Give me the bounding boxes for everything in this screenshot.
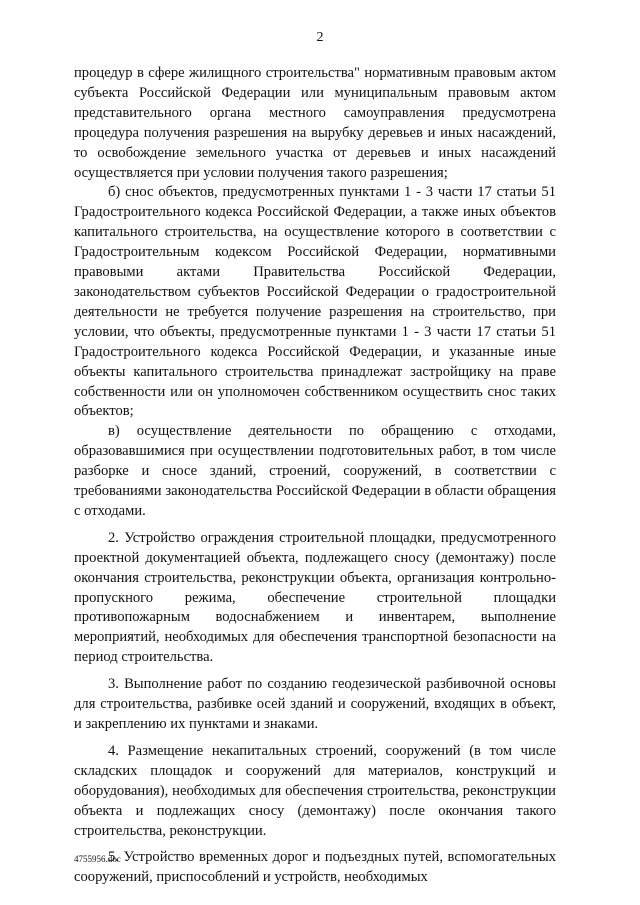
paragraph-2: 2. Устройство ограждения строительной площадки, предусмотренного проектной документацией объекта, подлежащего сносу (демонтажу) после окончания строительства, реконструкции объекта, организация контрольно-пропускного режима, обеспечение строительной площадки противопожарным водоснабжением и инвентарем, выполнение мероприятий, необходимых для обеспечения транспортной безопасности на период строительства. <box>74 529 556 666</box>
paragraph-3: 3. Выполнение работ по созданию геодезической разбивочной основы для строительства, разбивке осей зданий и сооружений, входящих в объект, и закреплению их пунктами и знаками. <box>74 676 556 732</box>
paragraph-item-v: в) осуществление деятельности по обращению с отходами, образовавшимися при осуществлении подготовительных работ, в том числе разборке и сносе зданий, строений, сооружений, в соответствии с требованиями законодательства Российской Федерации в области обращения с отходами. <box>74 423 556 519</box>
page-number: 2 <box>316 30 324 45</box>
document-body <box>74 64 556 888</box>
paragraph-4: 4. Размещение некапитальных строений, сооружений (в том числе складских площадок и сооружений для материалов, конструкций и оборудования), необходимых для обеспечения строительства, реконструкции объекта и подлежащих сносу (демонтажу) после окончания такого строительства, реконструкции. <box>74 742 556 839</box>
paragraph-5: 5. Устройство временных дорог и подъездных путей, вспомогательных сооружений, приспособлений и устройств, необходимых <box>74 849 556 886</box>
paragraph-item-b: б) снос объектов, предусмотренных пунктами 1 - 3 части 17 статьи 51 Градостроительного кодекса Российской Федерации, а также иных объектов капитального строительства, на осуществление которого в соответствии с Градостроительным кодексом Российской Федерации, нормативными правовыми актами Правительства Российской Федерации, законодательством субъектов Российской Федерации о градостроительной деятельности не требуется получение разрешения на строительство, при условии, что объекты, предусмотренные пунктами 1 - 3 части 17 статьи 51 Градостроительного кодекса Российской Федерации, и указанные иные объекты капитального строительства принадлежат застройщику на праве собственности или он уполномочен собственником осуществить снос таких объектов; <box>74 184 556 420</box>
footer-filename: 4755956.doc <box>74 854 121 864</box>
paragraph-continuation: процедур в сфере жилищного строительства" нормативным правовым актом субъекта Российской Федерации или муниципальным правовым актом представительного органа местного самоуправления предусмотрена процедура получения разрешения на вырубку деревьев и иных насаждений, то освобождение земельного участка от деревьев и иных насаждений осуществляется при условии получения такого разрешения; <box>74 65 556 181</box>
